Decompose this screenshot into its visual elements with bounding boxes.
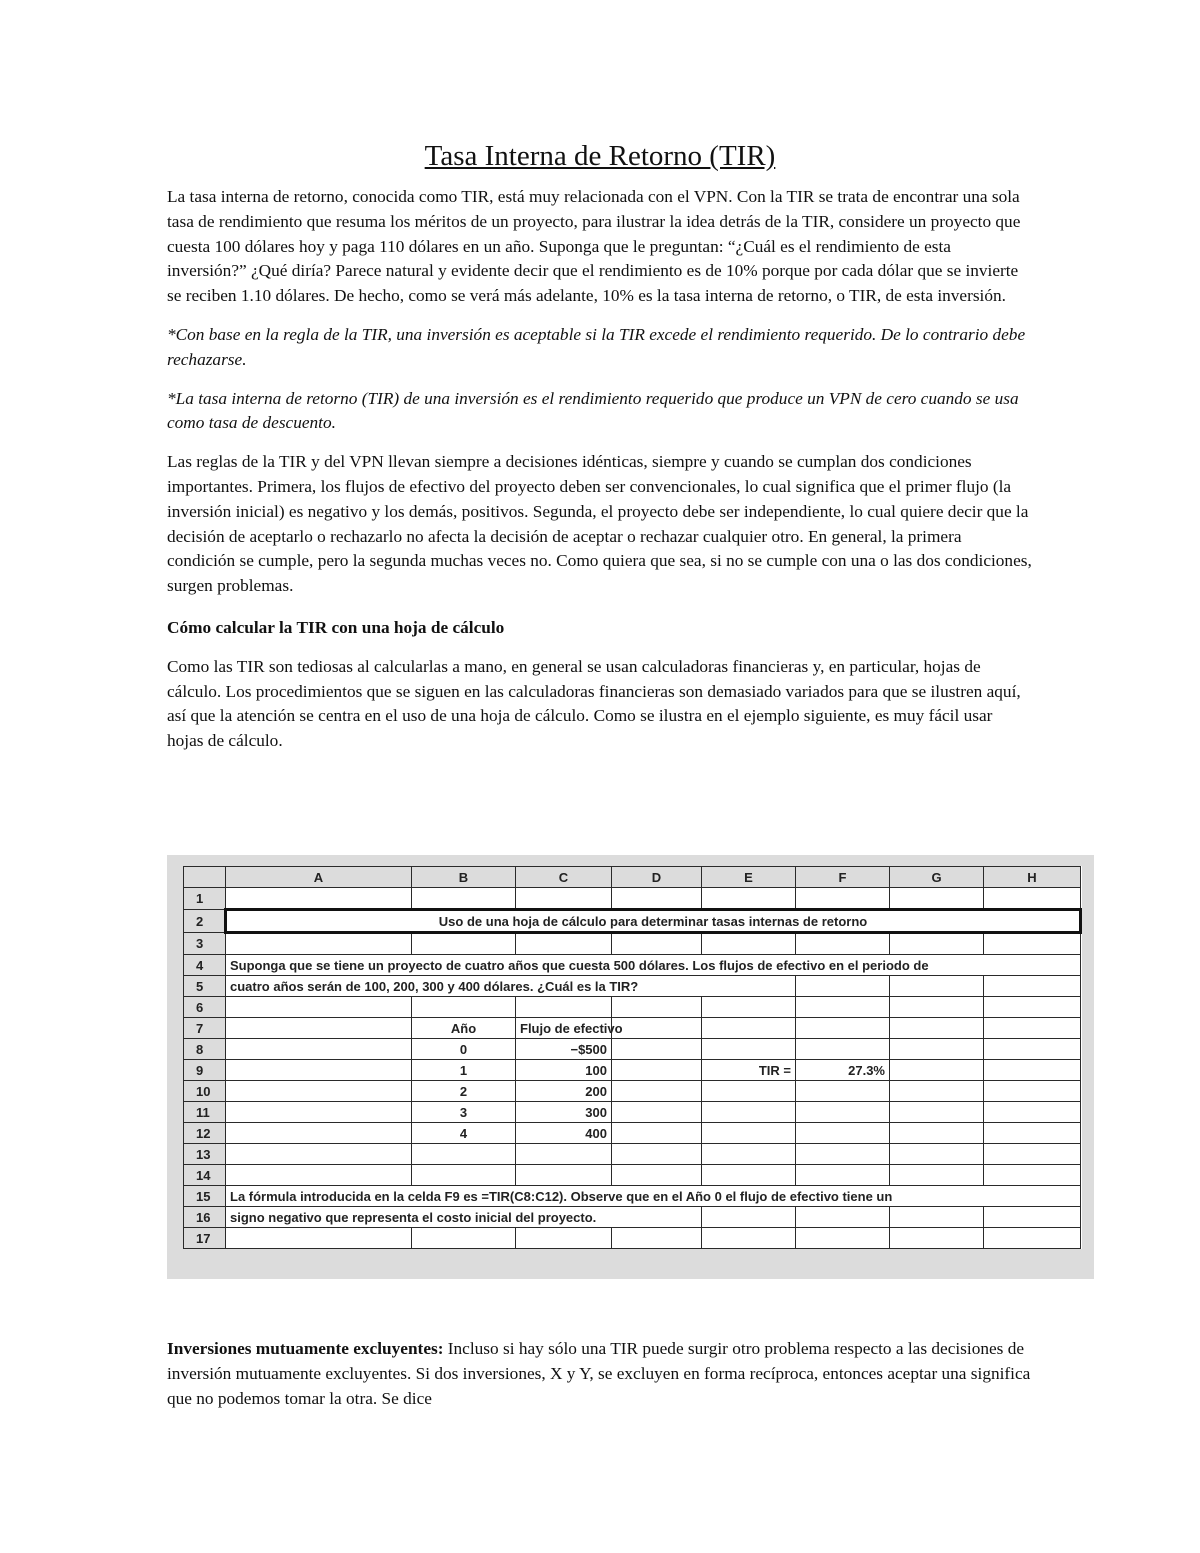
year-cell: 0 bbox=[412, 1039, 516, 1060]
spreadsheet-table bbox=[183, 866, 1082, 1249]
column-header: B bbox=[412, 867, 516, 888]
column-header: F bbox=[796, 867, 890, 888]
row-number: 2 bbox=[184, 910, 226, 933]
year-cell: 4 bbox=[412, 1123, 516, 1144]
column-header: E bbox=[702, 867, 796, 888]
row-number: 5 bbox=[184, 976, 226, 997]
row-number: 15 bbox=[184, 1186, 226, 1207]
row-number: 6 bbox=[184, 997, 226, 1018]
closing-text: Incluso si hay sólo una TIR puede surgir otro problema respecto a las decisiones de inversión mutuamente excluyentes. Si dos inversiones, X y Y, se excluyen en forma recíproca, entonces aceptar una significa que no podemos tomar la otra. Se dice bbox=[167, 1339, 1031, 1408]
column-header: C bbox=[516, 867, 612, 888]
rule-note-1: *Con base en la regla de la TIR, una inversión es aceptable si la TIR excede el rendimiento requerido. De lo contrario debe rechazarse. bbox=[167, 324, 1026, 369]
table-row bbox=[184, 1060, 1081, 1081]
table-row bbox=[184, 933, 1081, 955]
closing-paragraph bbox=[167, 1337, 1033, 1411]
column-header: H bbox=[984, 867, 1081, 888]
rule-note-2: *La tasa interna de retorno (TIR) de una inversión es el rendimiento requerido que produce un VPN de cero cuando se usa como tasa de descuento. bbox=[167, 388, 1019, 433]
tir-label: TIR = bbox=[702, 1060, 796, 1081]
row-number: 1 bbox=[184, 888, 226, 910]
year-header: Año bbox=[412, 1018, 516, 1039]
row-number: 14 bbox=[184, 1165, 226, 1186]
formula-note-line-2: signo negativo que representa el costo inicial del proyecto. bbox=[226, 1207, 702, 1228]
row-number: 16 bbox=[184, 1207, 226, 1228]
table-row bbox=[184, 1144, 1081, 1165]
cashflow-cell: 400 bbox=[516, 1123, 612, 1144]
table-row bbox=[184, 888, 1081, 910]
cashflow-header: Flujo de efectivo bbox=[516, 1018, 612, 1039]
column-header-row bbox=[184, 867, 1081, 888]
cashflow-cell: 200 bbox=[516, 1081, 612, 1102]
intro-paragraph: La tasa interna de retorno, conocida como TIR, está muy relacionada con el VPN. Con la TIR se trata de encontrar una sola tasa de rendimiento que resuma los méritos de un proyecto, para ilustrar la idea detrás de la TIR, considere un proyecto que cuesta 100 dólares hoy y paga 110 dólares en un año. Suponga que le preguntan: “¿Cuál es el rendimiento de esta inversión?” ¿Qué diría? Parece natural y evidente decir que el rendimiento es de 10% porque por cada dólar que se invierte se reciben 1.10 dólares. De hecho, como se verá más adelante, 10% es la tasa interna de retorno, o TIR, de esta inversión. bbox=[167, 187, 1021, 306]
table-row bbox=[184, 1102, 1081, 1123]
corner-cell bbox=[184, 867, 226, 888]
table-row bbox=[184, 1207, 1081, 1228]
problem-text-line-1: Suponga que se tiene un proyecto de cuatro años que cuesta 500 dólares. Los flujos de efectivo en el periodo de bbox=[226, 955, 1081, 976]
row-number: 7 bbox=[184, 1018, 226, 1039]
row-number: 11 bbox=[184, 1102, 226, 1123]
page-title: Tasa Interna de Retorno (TIR) bbox=[424, 140, 776, 172]
cashflow-cell: −$500 bbox=[516, 1039, 612, 1060]
table-row bbox=[184, 910, 1081, 933]
sheet-title: Uso de una hoja de cálculo para determinar tasas internas de retorno bbox=[226, 910, 1081, 933]
table-row bbox=[184, 1039, 1081, 1060]
row-number: 10 bbox=[184, 1081, 226, 1102]
table-row bbox=[184, 976, 1081, 997]
closing-heading: Inversiones mutuamente excluyentes: bbox=[167, 1339, 444, 1358]
table-row bbox=[184, 997, 1081, 1018]
row-number: 9 bbox=[184, 1060, 226, 1081]
cashflow-cell: 100 bbox=[516, 1060, 612, 1081]
closing-section bbox=[167, 1337, 1033, 1411]
column-header: G bbox=[890, 867, 984, 888]
table-row bbox=[184, 1165, 1081, 1186]
row-number: 8 bbox=[184, 1039, 226, 1060]
document-body bbox=[167, 140, 1033, 754]
spreadsheet-paragraph: Como las TIR son tediosas al calcularlas a mano, en general se usan calculadoras financieras y, en particular, hojas de cálculo. Los procedimientos que se siguen en las calculadoras financieras son demasiado variados para que se ilustren aquí, así que la atención se centra en el uso de una hoja de cálculo. Como se ilustra en el ejemplo siguiente, es muy fácil usar hojas de cálculo. bbox=[167, 656, 1021, 751]
year-cell: 3 bbox=[412, 1102, 516, 1123]
conditions-paragraph: Las reglas de la TIR y del VPN llevan siempre a decisiones idénticas, siempre y cuando se cumplan dos condiciones importantes. Primera, los flujos de efectivo del proyecto deben ser convencionales, lo cual significa que el primer flujo (la inversión inicial) es negativo y los demás, positivos. Segunda, el proyecto debe ser independiente, lo cual quiere decir que la decisión de aceptarlo o rechazarlo no afecta la decisión de aceptar o rechazar cualquier otro. En general, la primera condición se cumple, pero la segunda muchas veces no. Como quiera que sea, si no se cumple con una o las dos condiciones, surgen problemas. bbox=[167, 452, 1032, 596]
tir-value: 27.3% bbox=[796, 1060, 890, 1081]
year-cell: 1 bbox=[412, 1060, 516, 1081]
cashflow-cell: 300 bbox=[516, 1102, 612, 1123]
table-row bbox=[184, 1123, 1081, 1144]
table-row bbox=[184, 1018, 1081, 1039]
row-number: 4 bbox=[184, 955, 226, 976]
row-number: 3 bbox=[184, 933, 226, 955]
row-number: 12 bbox=[184, 1123, 226, 1144]
spreadsheet-figure bbox=[167, 855, 1094, 1279]
table-row bbox=[184, 1228, 1081, 1249]
year-cell: 2 bbox=[412, 1081, 516, 1102]
row-number: 17 bbox=[184, 1228, 226, 1249]
table-row bbox=[184, 1186, 1081, 1207]
table-row bbox=[184, 1081, 1081, 1102]
column-header: A bbox=[226, 867, 412, 888]
column-header: D bbox=[612, 867, 702, 888]
problem-text-line-2: cuatro años serán de 100, 200, 300 y 400 dólares. ¿Cuál es la TIR? bbox=[226, 976, 796, 997]
formula-note-line-1: La fórmula introducida en la celda F9 es =TIR(C8:C12). Observe que en el Año 0 el flujo de efectivo tiene un bbox=[226, 1186, 1081, 1207]
section-heading: Cómo calcular la TIR con una hoja de cálculo bbox=[167, 617, 505, 637]
row-number: 13 bbox=[184, 1144, 226, 1165]
table-row bbox=[184, 955, 1081, 976]
